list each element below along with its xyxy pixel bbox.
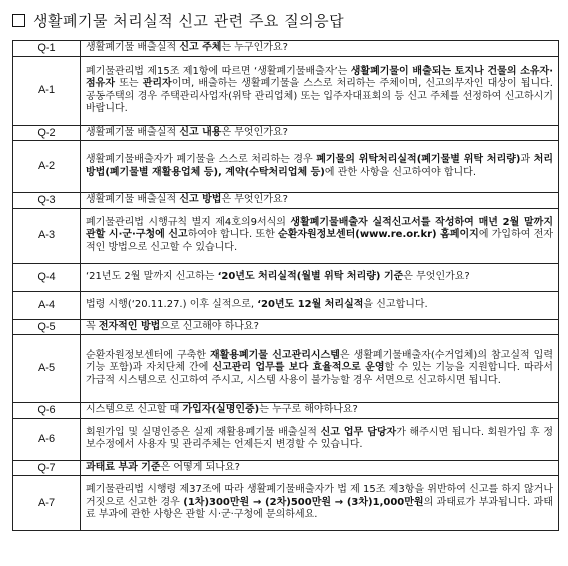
- emphasis-text: 생활폐기물배출자 실적신고서를 작성하여 매년 2월 말까지 관할 시·군·구청에 신고: [86, 216, 553, 241]
- emphasis-text: 생활폐기물이 배출되는 토지나 건물의 소유자·점유자: [86, 65, 553, 89]
- body-text: 은 무엇인가요?: [221, 194, 288, 205]
- question-row: [13, 125, 559, 141]
- answer-label: A-6: [13, 418, 81, 460]
- body-text: 은 어떻게 되나요?: [160, 461, 240, 473]
- emphasis-text: 신고 주체: [179, 42, 222, 53]
- body-text: 회원가입 및 실명인증은 실제 재활용폐기물 배출실적: [86, 426, 321, 438]
- emphasis-text: 전자적인 방법: [98, 320, 161, 332]
- answer-text: [81, 476, 559, 531]
- answer-text: [81, 208, 559, 263]
- question-label: Q-7: [13, 460, 81, 476]
- body-text: 법령 시행(‘20.11.27.) 이후 실적으로,: [86, 298, 258, 310]
- question-text: [81, 319, 559, 335]
- body-text: 으로 신고해야 하나요?: [160, 320, 259, 332]
- qa-table: [12, 40, 559, 531]
- emphasis-text: ‘20년도 처리실적(월별 위탁 처리량) 기준: [217, 270, 404, 282]
- question-row: [13, 193, 559, 209]
- body-text: 가 해주시면 됩니다. 회원가입 후 정보수정에서 사용자 및 관리주체는 언제든지 변경할 수 있습니다.: [86, 426, 553, 450]
- body-text: 생활폐기물배출자가 폐기물을 스스로 처리하는 경우: [86, 154, 317, 165]
- emphasis-text: 신고관리 업무를 보다 효율적으로 운영: [212, 362, 385, 374]
- question-label: Q-6: [13, 403, 81, 419]
- answer-label: A-2: [13, 141, 81, 193]
- body-text: 은 무엇인가요?: [221, 126, 288, 138]
- body-text: 할 수 있는 기능을 지원합니다. 따라서 가급적 시스템으로 신고하여 주시고, 시스템 사용이 불가능할 경우 서면으로 신고하시면 됩니다.: [86, 362, 553, 386]
- answer-row: [13, 56, 559, 125]
- question-text: [81, 460, 559, 476]
- emphasis-text: 순환자원정보센터(www.re.or.kr) 홈페이지: [278, 229, 479, 241]
- body-text: 는 누구인가요?: [221, 42, 288, 53]
- body-text: 폐기물관리법 제15조 제1항에 따르면 ‘생활폐기물배출자’는: [86, 65, 351, 77]
- answer-row: [13, 208, 559, 263]
- question-label: Q-4: [13, 263, 81, 291]
- question-text: [81, 193, 559, 209]
- emphasis-text: 가입자(실명인증): [182, 404, 260, 415]
- question-row: [13, 403, 559, 419]
- answer-row: [13, 476, 559, 531]
- checkbox-icon: [12, 14, 25, 27]
- body-text: 은 생활폐기물배출자(수거업체)의 참고실적 입력 기능 포함)과 자치단체 간에: [86, 349, 553, 374]
- question-text: [81, 125, 559, 141]
- body-text: 과: [520, 154, 534, 165]
- body-text: 을 신고합니다.: [363, 298, 428, 310]
- answer-text: [81, 141, 559, 193]
- question-row: [13, 460, 559, 476]
- emphasis-text: 폐기물의 위탁처리실적(폐기물별 위탁 처리량): [316, 154, 521, 165]
- body-text: ‘21년도 2월 말까지 신고하는: [86, 270, 218, 282]
- emphasis-text: 과태료 부과 기준: [86, 461, 161, 473]
- emphasis-text: (1차)300만원 → (2차)500만원 → (3차)1,000만원: [183, 496, 424, 508]
- answer-row: [13, 418, 559, 460]
- emphasis-text: 재활용폐기물 신고관리시스템: [209, 349, 340, 361]
- emphasis-text: 신고 방법: [179, 194, 222, 205]
- answer-label: A-5: [13, 335, 81, 403]
- question-row: [13, 263, 559, 291]
- body-text: 생활폐기물 배출실적: [86, 42, 180, 53]
- question-text: [81, 403, 559, 419]
- question-label: Q-3: [13, 193, 81, 209]
- body-text: 에 관한 사항을 신고하여야 합니다.: [324, 166, 477, 178]
- body-text: 폐기물관리법 시행규칙 별지 제4호의9서식의: [86, 216, 291, 228]
- body-text: 하여야 합니다. 또한: [187, 229, 279, 241]
- body-text: 꼭: [86, 320, 99, 332]
- emphasis-text: 신고 내용: [179, 126, 222, 138]
- body-text: 의 과태료가 부과됩니다. 과태료 부과에 관한 사항은 관할 시·군·구청에 문의하세요.: [86, 496, 553, 521]
- answer-text: [81, 56, 559, 125]
- title-text: 생활폐기물 처리실적 신고 관련 주요 질의응답: [33, 11, 345, 30]
- body-text: 시스템으로 신고할 때: [86, 404, 183, 415]
- body-text: 순환자원정보센터에 구축한: [86, 349, 210, 361]
- body-text: 또는: [114, 78, 143, 89]
- answer-text: [81, 335, 559, 403]
- qa-table-body: [13, 41, 559, 531]
- question-text: [81, 263, 559, 291]
- emphasis-text: 처리방법(폐기물별 재활용업체 등), 계약(수탁처리업체 등): [86, 154, 554, 178]
- emphasis-text: ‘20년도 12월 처리실적: [257, 298, 364, 310]
- answer-text: [81, 291, 559, 319]
- body-text: 생활폐기물 배출실적: [86, 126, 180, 138]
- emphasis-text: 관리자: [142, 78, 172, 89]
- emphasis-text: 신고 업무 담당자: [320, 426, 397, 438]
- question-label: Q-1: [13, 41, 81, 57]
- body-text: 는 누구로 해야하나요?: [259, 404, 358, 415]
- question-row: [13, 41, 559, 57]
- body-text: 생활폐기물 배출실적: [86, 194, 180, 205]
- question-label: Q-2: [13, 125, 81, 141]
- answer-label: A-7: [13, 476, 81, 531]
- answer-row: [13, 335, 559, 403]
- answer-row: [13, 291, 559, 319]
- document-title: [12, 8, 344, 32]
- body-text: 에 가입하여 전자적인 방법으로 신고할 수 있습니다.: [86, 229, 554, 253]
- answer-label: A-3: [13, 208, 81, 263]
- question-label: Q-5: [13, 319, 81, 335]
- body-text: 폐기물관리법 시행령 제37조에 따라 생활폐기물배출자가 법 제 15조 제3항을 위반하여 신고를 하지 않거나 거짓으로 신고한 경우: [86, 484, 553, 508]
- answer-text: [81, 418, 559, 460]
- answer-row: [13, 141, 559, 193]
- body-text: 은 무엇인가요?: [403, 270, 470, 282]
- body-text: 이며, 배출하는 생활폐기물을 스스로 처리하는 주체이며, 신고의무자인 대상이 됩니다. 공동주택의 경우 주택관리사업자(위탁 관리업체) 또는 입주자대표회의 등 신고 주체를 선정하여 신고하시기 바랍니다.: [86, 78, 553, 114]
- question-text: [81, 41, 559, 57]
- answer-label: A-4: [13, 291, 81, 319]
- question-row: [13, 319, 559, 335]
- answer-label: A-1: [13, 56, 81, 125]
